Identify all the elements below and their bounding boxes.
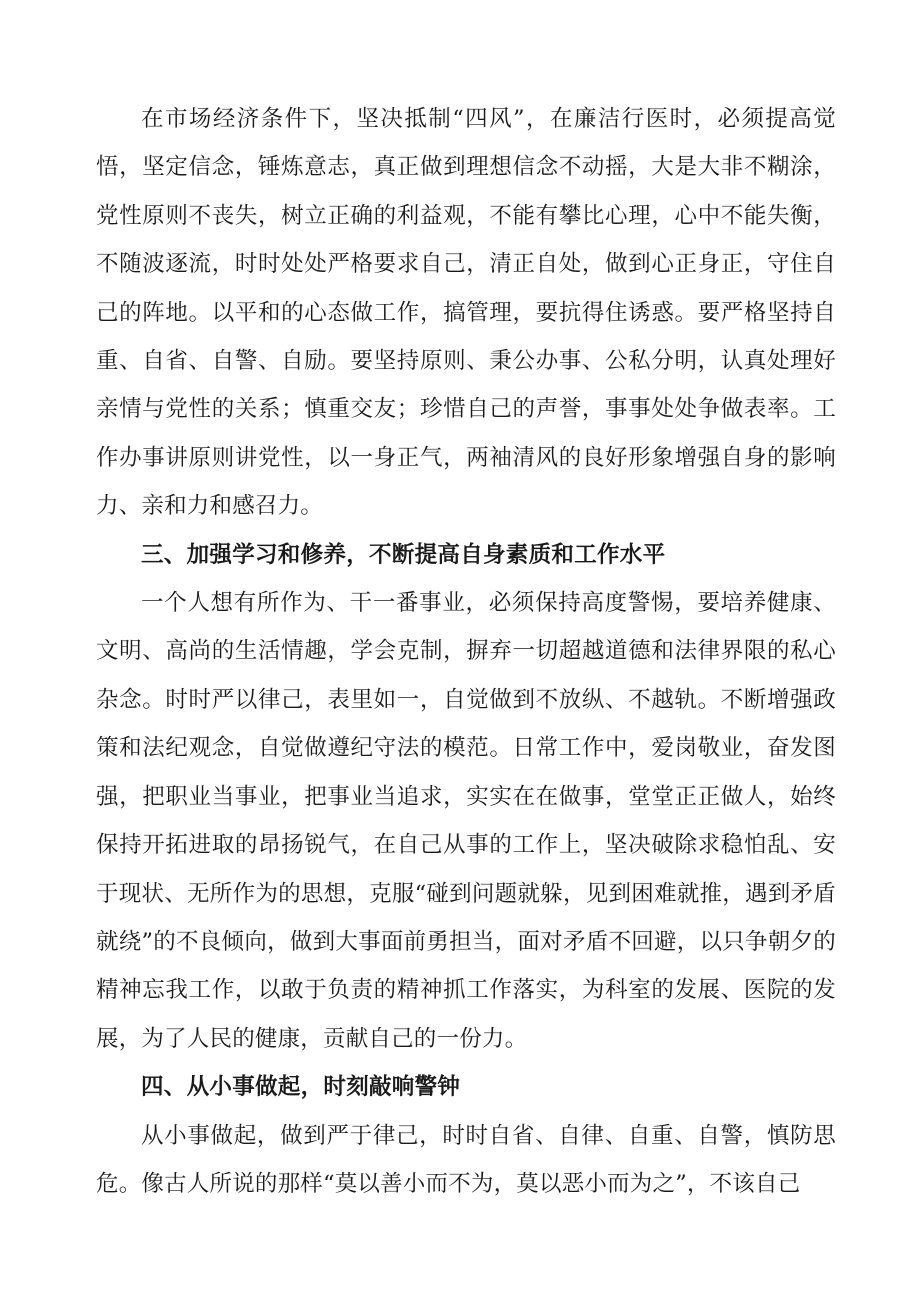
section-heading-3: 三、加强学习和修养，不断提高自身素质和工作水平 xyxy=(141,541,666,568)
paragraph-small-things: 从小事做起，做到严于律己，时时自省、自律、自重、自警，慎防思危。像古人所说的那样“莫以善小而不为，莫以恶小而为之”，不该自己 xyxy=(96,1122,836,1197)
paragraph-integrity: 在市场经济条件下，坚决抵制“四风”，在廉洁行医时，必须提高觉悟，坚定信念，锤炼意志，真正做到理想信念不动摇，大是大非不糊涂，党性原则不丧失，树立正确的利益观，不能有攀比心理，心中不能失衡，不随波逐流，时时处处严格要求自己，清正自处，做到心正身正，守住自己的阵地。以平和的心态做工作，搞管理，要抗得住诱惑。要严格坚持自重、自省、自警、自励。要坚持原则、秉公办事、公私分明，认真处理好亲情与党性的关系；慎重交友；珍惜自己的声誉，事事处处争做表率。工作办事讲原则讲党性，以一身正气，两袖清风的良好形象增强自身的影响力、亲和力和感召力。 xyxy=(96,106,836,520)
document-body xyxy=(96,95,836,1208)
paragraph-self-improvement: 一个人想有所作为、干一番事业，必须保持高度警惕，要培养健康、文明、高尚的生活情趣，学会克制，摒弃一切超越道德和法律界限的私心杂念。时时严以律己，表里如一，自觉做到不放纵、不越轨。不断增强政策和法纪观念，自觉做遵纪守法的模范。日常工作中，爱岗敬业，奋发图强，把职业当事业，把事业当追求，实实在在做事，堂堂正正做人，始终保持开拓进取的昂扬锐气，在自己从事的工作上，坚决破除求稳怕乱、安于现状、无所作为的思想，克服“碰到问题就躲，见到困难就推，遇到矛盾就绕”的不良倾向，做到大事面前勇担当，面对矛盾不回避，以只争朝夕的精神忘我工作，以敢于负责的精神抓工作落实，为科室的发展、医院的发展，为了人民的健康，贡献自己的一份力。 xyxy=(96,590,836,1052)
section-heading-4: 四、从小事做起，时刻敲响警钟 xyxy=(141,1074,461,1101)
